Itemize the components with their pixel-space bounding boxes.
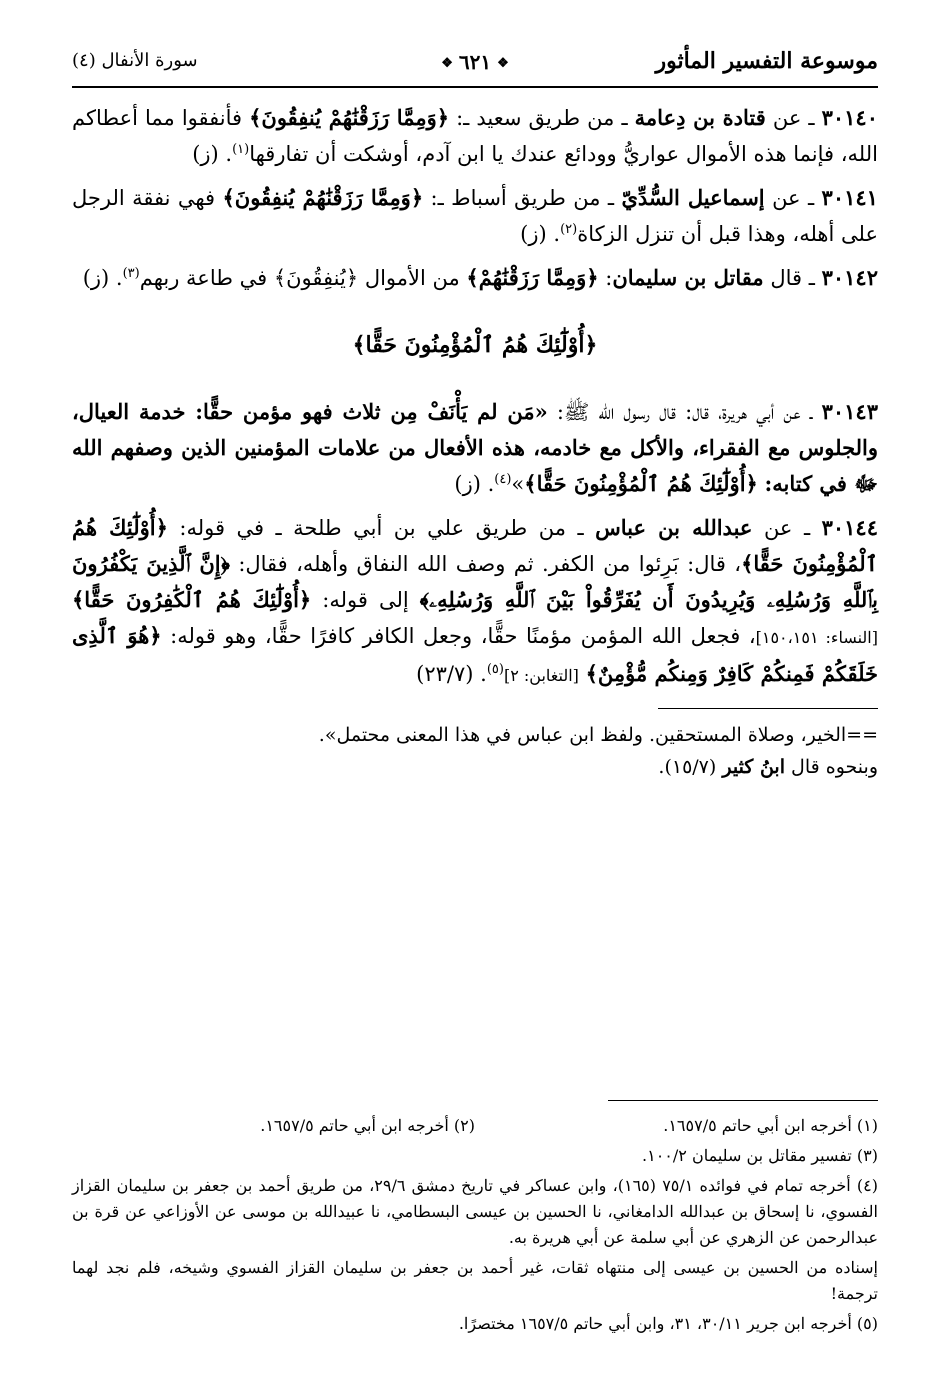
footnote-1: (١) أخرجه ابن أبي حاتم ١٦٥٧/٥. bbox=[663, 1116, 878, 1135]
quran-quote: ﴿إِنَّ ٱلَّذِينَ يَكْفُرُونَ بِٱللَّهِ وَرُسُلِهِۦ وَيُرِيدُونَ أَن يُفَرِّقُواْ بَيْنَ ٱللَّهِ وَرُسُلِهِۦ﴾ bbox=[72, 551, 878, 612]
footnote-ref[interactable]: (٢) bbox=[560, 222, 578, 237]
header-divider bbox=[72, 86, 878, 88]
footnote-3: (٣) تفسير مقاتل بن سليمان ١٠٠/٢. bbox=[642, 1146, 878, 1165]
verse-reference: [النساء: ١٥٠،١٥١] bbox=[755, 628, 878, 647]
entry-30141: ٣٠١٤١ ـ عن إسماعيل السُّدِّيّ ـ من طريق أسباط ـ: ﴿وَمِمَّا رَزَقْنَٰهُمْ يُنفِقُونَ﴾ فهي نفقة الرجل على أهله، وهذا قبل أن تنزل الزكاة$^{(٢)}$. (ز) bbox=[72, 185, 878, 246]
quran-quote: ﴿وَمِمَّا رَزَقْنَٰهُمْ يُنفِقُونَ﴾ bbox=[222, 185, 424, 210]
surah-label: سورة الأنفال (٤) bbox=[72, 50, 198, 71]
quran-quote: ﴿أُوْلَٰٓئِكَ هُمُ ٱلْكَٰفِرُونَ حَقًّا﴾ bbox=[72, 587, 312, 612]
page-header bbox=[72, 48, 878, 80]
footnote-5: (٥) أخرجه ابن جرير ٣٠/١١، ٣١، وابن أبي حاتم ١٦٥٧/٥ مختصرًا. bbox=[458, 1314, 878, 1333]
quran-quote: ﴿وَمِمَّا رَزَقْنَٰهُمْ يُنفِقُونَ﴾ bbox=[249, 105, 450, 130]
entry-30140: ٣٠١٤٠ ـ عن قتادة بن دِعامة ـ من طريق سعيد ـ: ﴿وَمِمَّا رَزَقْنَٰهُمْ يُنفِقُونَ﴾ فأنفقوا مما أعطاكم الله، فإنما هذه الأموال عواريُّ وودائع عندك يا ابن آدم، أوشكت أن تفارقها$^{(١)}$. (ز) bbox=[72, 105, 878, 166]
quran-quote: ﴿هُوَ ٱلَّذِى خَلَقَكُمْ فَمِنكُمْ كَافِرٌ وَمِنكُم مُّؤْمِنٌ﴾ bbox=[72, 623, 878, 686]
note-divider bbox=[658, 708, 878, 709]
footnote-4: (٤) أخرجه تمام في فوائده ٧٥/١ (١٦٥)، وابن عساكر في تاريخ دمشق ٢٩/٦، من طريق أحمد بن جعفر بن سليمان القزاز الفسوي، نا إسحاق بن عبدالله الدامغاني، نا الحسين بن عيسى البسطامي، نا عبيدالله بن موسى عن الأوزاعي عن قرة بن عبدالرحمن عن الزهري عن أبي سلمة عن أبي هريرة به. bbox=[72, 1176, 879, 1247]
hadith-text: «مَن لم يَأْنَفْ مِن ثلاث فهو مؤمن حقًّا: خدمة العيال، والجلوس مع الفقراء، والأكل مع خادمه، هذه الأفعال من علامات المؤمنين الذين وصفهم الله ﷻ في كتابه: bbox=[72, 399, 878, 496]
verse-heading: ﴿أُوْلَٰٓئِكَ هُمُ ٱلْمُؤْمِنُونَ حَقًّا﴾ bbox=[352, 332, 598, 358]
verse-reference: [التغابن: ٢] bbox=[503, 666, 579, 685]
footnote-row bbox=[72, 1113, 878, 1139]
footnote-ref[interactable]: (١) bbox=[232, 142, 250, 157]
entry-30143: ٣٠١٤٣ ـ عن أبي هريرة، قال: قال رسول الله ﷺ: «مَن لم يَأْنَفْ مِن ثلاث فهو مؤمن حقًّا: خدمة العيال، والجلوس مع الفقراء، والأكل مع خادمه، هذه الأفعال من علامات المؤمنين الذين وصفهم الله ﷻ في كتابه: ﴿أُوْلَٰٓئِكَ هُمُ ٱلْمُؤْمِنُونَ حَقًّا﴾»$^{(٤)}$. (ز) bbox=[72, 399, 878, 496]
page bbox=[72, 48, 878, 1348]
entry-30144: ٣٠١٤٤ ـ عن عبدالله بن عباس ـ من طريق علي بن أبي طلحة ـ في قوله: ﴿أُوْلَٰٓئِكَ هُمُ ٱلْمُؤْمِنُونَ حَقًّا﴾، قال: بَرِئوا من الكفر. ثم وصف الله النفاق وأهله، فقال: ﴿إِنَّ ٱلَّذِينَ يَكْفُرُونَ بِٱللَّهِ وَرُسُلِهِۦ وَيُرِيدُونَ أَن يُفَرِّقُواْ بَيْنَ ٱللَّهِ وَرُسُلِهِۦ﴾ إلى قوله: ﴿أُوْلَٰٓئِكَ هُمُ ٱلْكَٰفِرُونَ حَقًّا﴾ [النساء: ١٥٠،١٥١]، فجعل الله المؤمن مؤمنًا حقًّا، وجعل الكافر كافرًا حقًّا، وهو قوله: ﴿هُوَ ٱلَّذِى خَلَقَكُمْ فَمِنكُمْ كَافِرٌ وَمِنكُم مُّؤْمِنٌ﴾ [التغابن: ٢]$^{(٥)}$. (٢٣/٧) bbox=[72, 515, 878, 686]
ornament-icon: ❖ bbox=[441, 56, 453, 71]
entry-30142: ٣٠١٤٢ ـ قال مقاتل بن سليمان: ﴿وَمِمَّا رَزَقْنَٰهُمْ﴾ من الأموال ﴿يُنفِقُونَ﴾ في طاعة ربهم$^{(٣)}$. (ز) bbox=[82, 265, 878, 290]
continued-note-2: وبنحوه قال ابنُ كثير (١٥/٧). bbox=[658, 756, 878, 778]
footnote-2: (٢) أخرجه ابن أبي حاتم ١٦٥٧/٥. bbox=[260, 1116, 475, 1135]
quran-quote: ﴿أُوْلَٰٓئِكَ هُمُ ٱلْمُؤْمِنُونَ حَقًّا﴾ bbox=[72, 515, 878, 576]
book-title: موسوعة التفسير المأثور bbox=[655, 48, 878, 74]
ornament-icon: ❖ bbox=[497, 56, 509, 71]
footnote-divider bbox=[608, 1100, 878, 1101]
quran-quote: ﴿أُوْلَٰٓئِكَ هُمُ ٱلْمُؤْمِنُونَ حَقًّا﴾ bbox=[524, 471, 758, 496]
footnotes bbox=[72, 1100, 878, 1341]
page-number: ❖٦٢١❖ bbox=[72, 50, 878, 74]
footnote-ref[interactable]: (٤) bbox=[494, 472, 512, 487]
continued-note: ==الخير، وصلاة المستحقين. ولفظ ابن عباس في هذا المعنى محتمل». bbox=[318, 724, 878, 746]
footnote-ref[interactable]: (٣) bbox=[122, 266, 140, 281]
quran-quote: ﴿وَمِمَّا رَزَقْنَٰهُمْ﴾ bbox=[466, 265, 599, 290]
main-content bbox=[72, 100, 878, 783]
footnote-ref[interactable]: (٥) bbox=[486, 662, 504, 677]
footnote-4-note: إسناده من الحسين بن عيسى إلى منتهاه ثقات، غير أحمد بن جعفر بن سليمان القزاز الفسوي وشيخه، فلم نجد لهما ترجمة! bbox=[72, 1258, 878, 1303]
